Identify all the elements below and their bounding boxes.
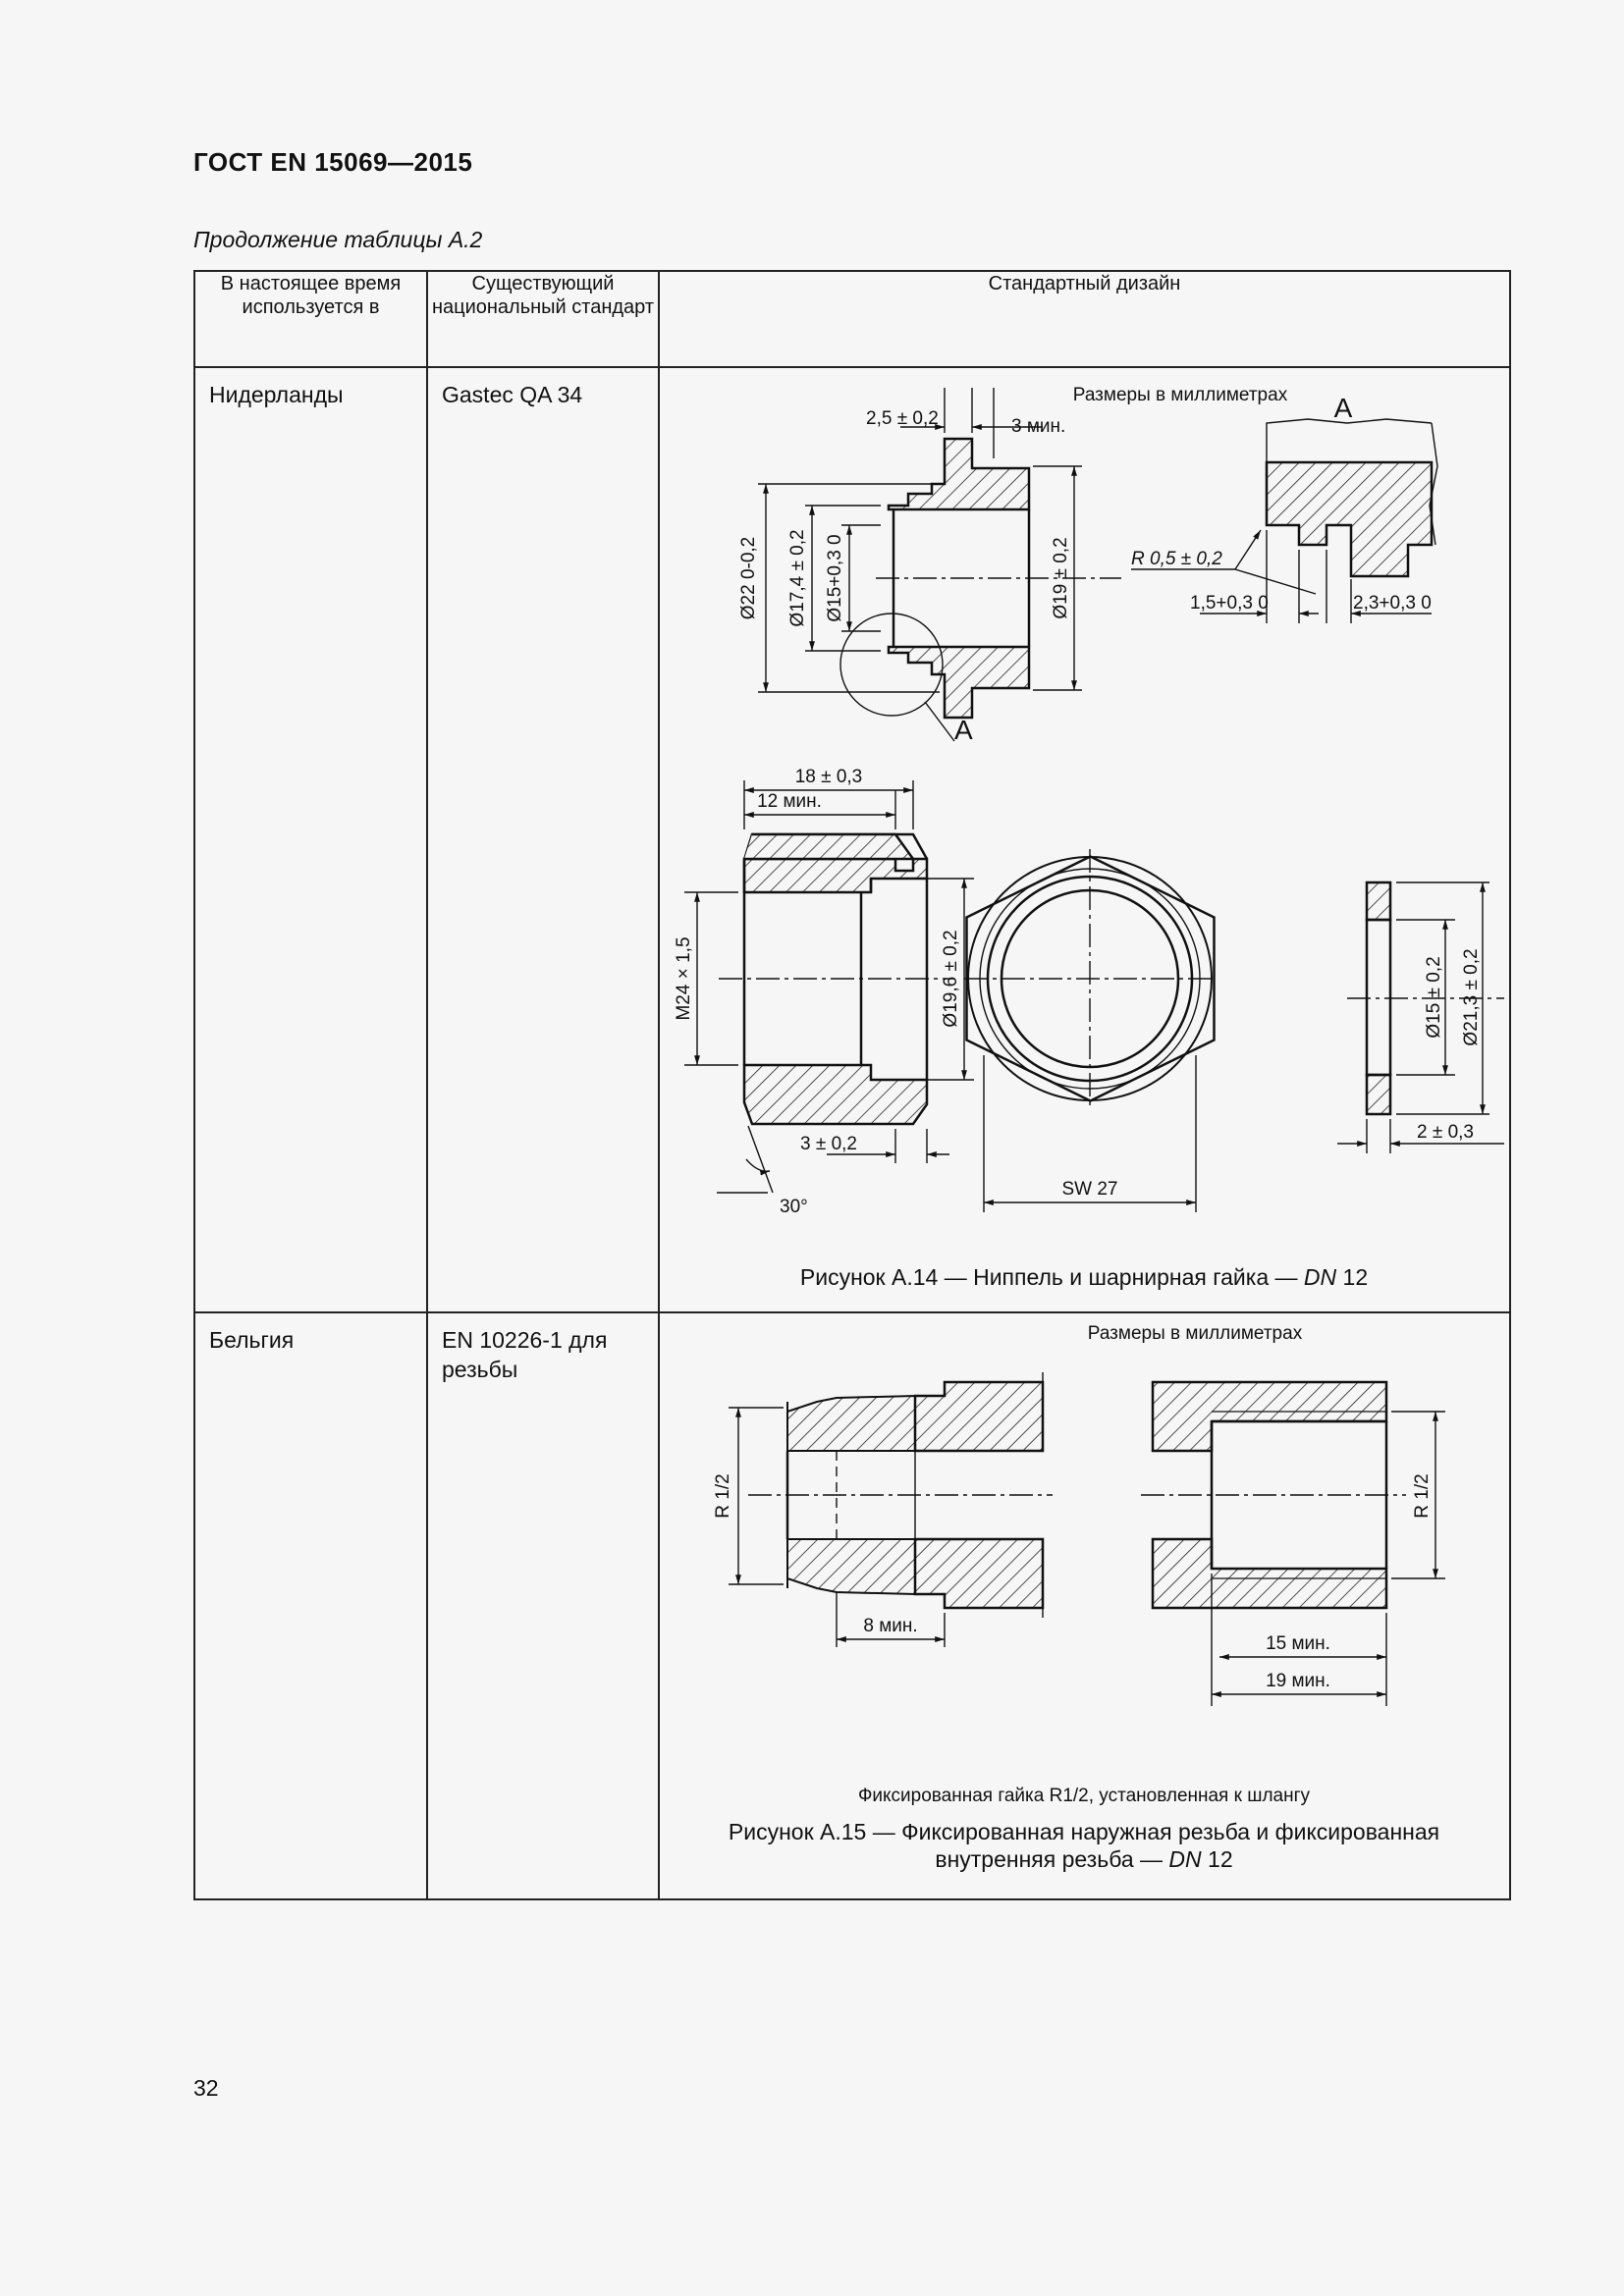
dim-r0-5: R 0,5 ± 0,2: [1131, 549, 1222, 569]
page-number: 32: [193, 2075, 219, 2101]
figure-a15-drawing: [660, 1313, 1509, 1898]
table-caption: Продолжение таблицы А.2: [193, 227, 483, 252]
internal-thread-section-view: [1141, 1382, 1445, 1706]
column-header-country: В настоящее время используется в: [194, 271, 427, 367]
country-cell: Бельгия: [209, 1327, 295, 1353]
country-cell: Нидерланды: [209, 382, 344, 407]
dim-8-min: 8 мин.: [863, 1616, 918, 1636]
dim-d15-02: Ø15 ± 0,2: [1424, 956, 1444, 1039]
washer-section-view: [1337, 882, 1504, 1153]
document-title: ГОСТ EN 15069—2015: [193, 147, 473, 177]
external-thread-section-view: [713, 1372, 1053, 1647]
hex-nut-front-view: [964, 849, 1216, 1212]
figure-a14-drawing: [660, 368, 1509, 1311]
dim-r12-left: R 1/2: [713, 1473, 733, 1519]
dim-d19: Ø19 ± 0,2: [1051, 537, 1071, 619]
dim-m24: M24 × 1,5: [674, 936, 694, 1021]
dim-2-5: 2,5 ± 0,2: [866, 408, 939, 429]
dim-d21-3: Ø21,3 ± 0,2: [1461, 948, 1482, 1046]
dim-d17-4: Ø17,4 ± 0,2: [787, 529, 808, 627]
column-header-standard: Существующий национальный стандарт: [427, 271, 659, 367]
table-row-belgium: [194, 1312, 1510, 1899]
dimensions-note: Размеры в миллиметрах: [1087, 1323, 1303, 1344]
dim-d15: Ø15+0,3 0: [825, 534, 845, 622]
swivel-nut-section-view: [674, 767, 974, 1217]
dim-2-03: 2 ± 0,3: [1417, 1122, 1474, 1143]
dim-12-min: 12 мин.: [757, 791, 822, 812]
dim-1-5: 1,5+0,3 0: [1190, 593, 1269, 614]
detail-a-ref: A: [954, 715, 973, 745]
dim-18: 18 ± 0,3: [794, 767, 863, 787]
figure-a15-subcaption: Фиксированная гайка R1/2, установленная к шлангу: [857, 1786, 1311, 1806]
dim-sw27: SW 27: [1061, 1179, 1118, 1200]
dim-30-degrees: 30°: [780, 1197, 808, 1217]
dim-d19-6: Ø19,6 ± 0,2: [941, 930, 961, 1028]
figure-a14-caption: Рисунок А.14 — Ниппель и шарнирная гайка — DN 12: [799, 1264, 1369, 1290]
figure-a15-caption-line2: внутренняя резьба — DN 12: [935, 1846, 1233, 1872]
standard-cell: EN 10226-1 для резьбы: [442, 1327, 608, 1382]
figure-a15-caption-line1: Рисунок А.15 — Фиксированная наружная резьба и фиксированная: [728, 1819, 1440, 1844]
standard-cell: Gastec QA 34: [442, 382, 583, 407]
standards-table: [193, 270, 1511, 1900]
dim-3-02: 3 ± 0,2: [800, 1134, 857, 1154]
detail-a-view: [1131, 393, 1437, 623]
dim-d22: Ø22 0-0,2: [738, 536, 759, 620]
table-row-netherlands: [194, 367, 1510, 1312]
table-header-row: [194, 271, 1510, 367]
dimensions-note: Размеры в миллиметрах: [1072, 385, 1288, 405]
detail-a-label: A: [1333, 393, 1353, 423]
dim-15-min: 15 мин.: [1266, 1633, 1330, 1654]
dim-2-3: 2,3+0,3 0: [1353, 593, 1432, 614]
dim-19-min: 19 мин.: [1266, 1671, 1330, 1691]
dim-r12-right: R 1/2: [1412, 1473, 1433, 1519]
dim-3-min: 3 мин.: [1011, 416, 1066, 437]
column-header-design: Стандартный дизайн: [659, 271, 1510, 367]
